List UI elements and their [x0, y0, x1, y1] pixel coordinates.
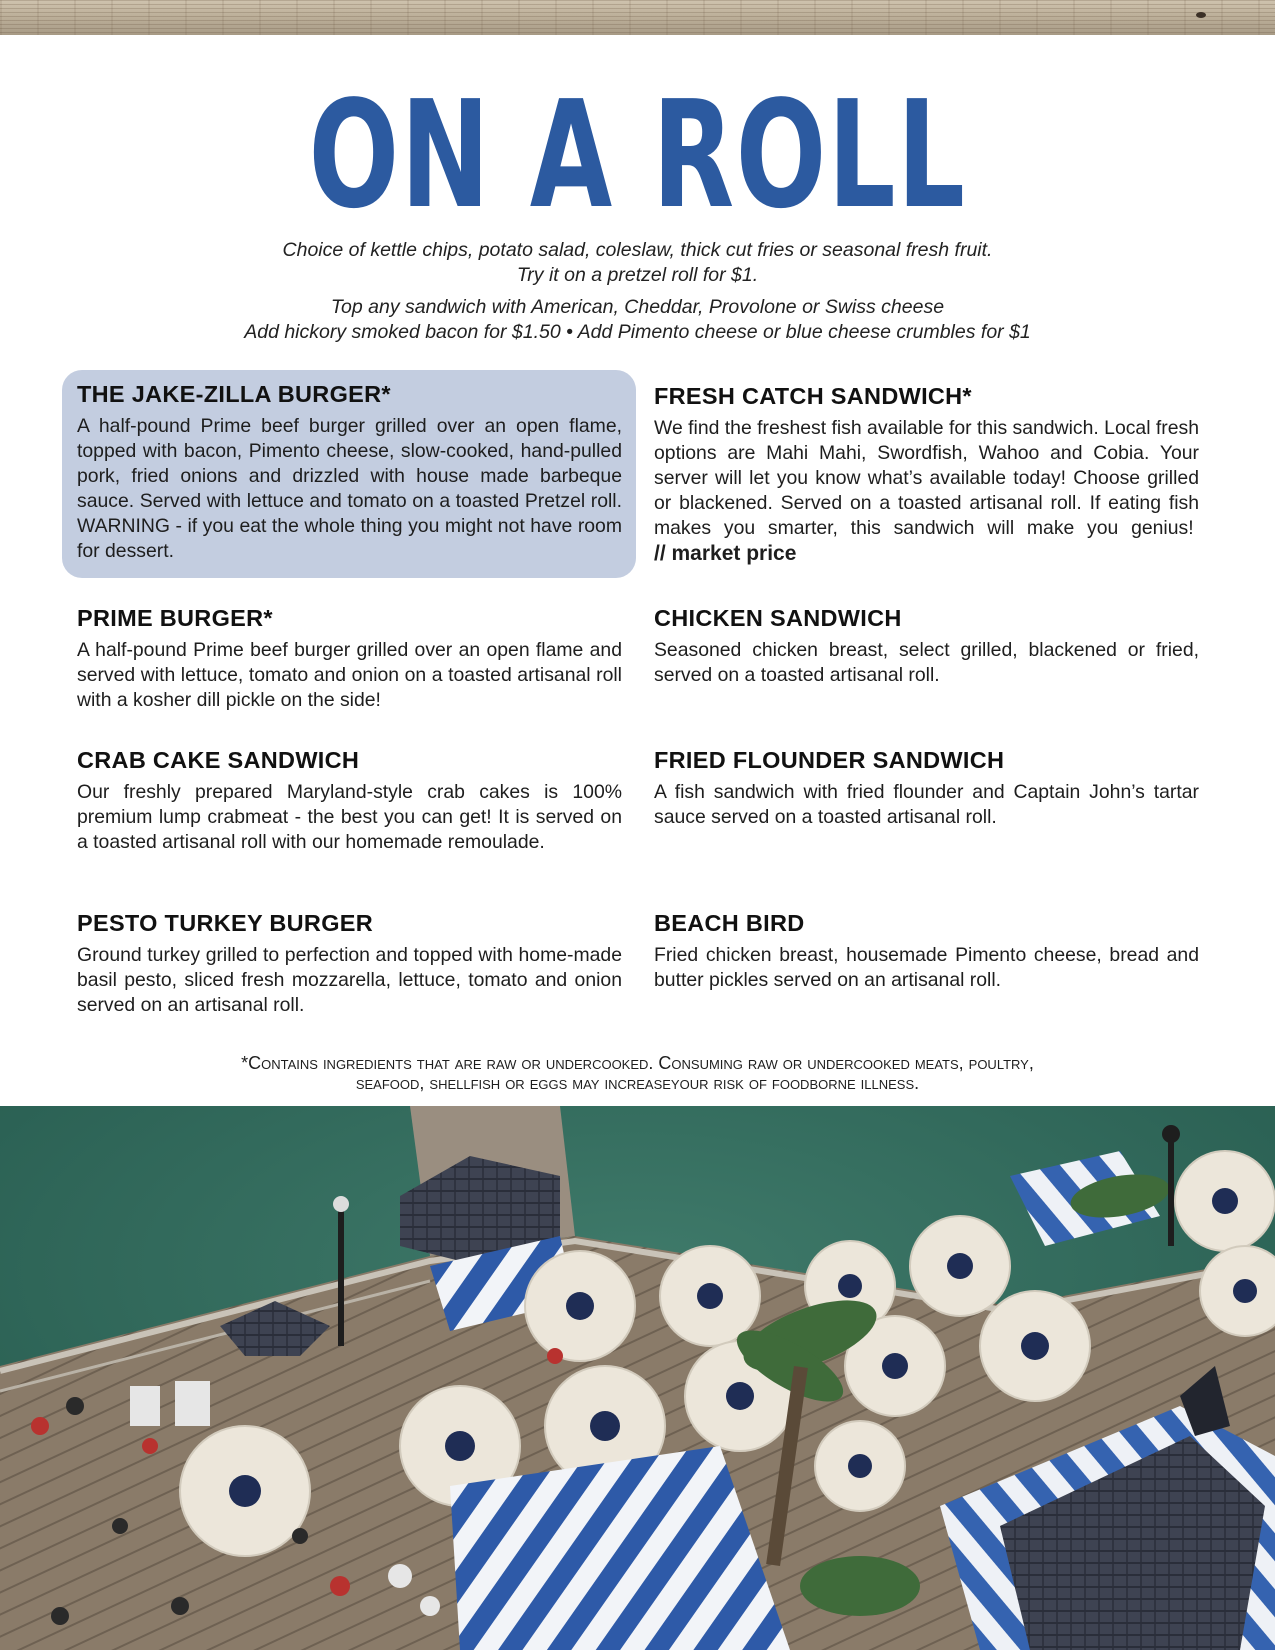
menu-item-chicken-sandwich: [654, 604, 1199, 688]
intro-addons-line: Add hickory smoked bacon for $1.50 • Add Pimento cheese or blue cheese crumbles for $1: [244, 321, 1031, 343]
wood-knot: [1196, 12, 1206, 18]
menu-item-prime-burger: [77, 604, 622, 713]
intro-toppings: [0, 295, 1275, 345]
menu-item-description-text: We find the freshest fish available for this sandwich. Local fresh options are Mahi Mahi, Swordfish, Wahoo and Cobia. Your server will let you know what’s available today! Choose grilled or blackened. Served on a toasted artisanal roll. If eating fish makes you smarter, this sandwich will make you genius!: [654, 417, 1200, 539]
pier-photo-illustration: [0, 1106, 1275, 1650]
menu-item-beach-bird: [654, 909, 1199, 993]
intro-sides-line: Choice of kettle chips, potato salad, coleslaw, thick cut fries or seasonal fresh fruit.: [282, 239, 993, 261]
disclaimer-line-2: seafood, shellfish or eggs may increaseyour risk of foodborne illness.: [355, 1073, 920, 1093]
menu-item-title: BEACH BIRD: [654, 910, 805, 936]
intro-sides: [0, 238, 1275, 288]
menu-item-jake-zilla-burger: [77, 380, 622, 564]
menu-item-title: THE JAKE-ZILLA BURGER*: [77, 381, 391, 407]
menu-item-fresh-catch-sandwich: [654, 382, 1199, 567]
menu-item-price: // market price: [654, 542, 797, 565]
menu-item-title: PRIME BURGER*: [77, 605, 273, 631]
menu-item-title: PESTO TURKEY BURGER: [77, 910, 374, 936]
pier-aerial-photo: [0, 1106, 1275, 1650]
intro-pretzel-line: Try it on a pretzel roll for $1.: [516, 264, 759, 286]
menu-item-description: Ground turkey grilled to perfection and topped with home-made basil pesto, sliced fresh mozzarella, lettuce, tomato and onion served on an artisanal roll.: [77, 944, 622, 1016]
menu-item-title: CHICKEN SANDWICH: [654, 605, 902, 631]
menu-item-description: [654, 416, 1199, 567]
menu-item-description: A fish sandwich with fried flounder and Captain John’s tartar sauce served on a toasted artisanal roll.: [654, 781, 1199, 828]
menu-item-fried-flounder-sandwich: [654, 746, 1199, 830]
menu-item-title: CRAB CAKE SANDWICH: [77, 747, 360, 773]
menu-item-description: Our freshly prepared Maryland-style crab cakes is 100% premium lump crabmeat - the best you can get! It is served on a toasted artisanal roll with our homemade remoulade.: [77, 781, 622, 853]
menu-item-title: FRIED FLOUNDER SANDWICH: [654, 747, 1005, 773]
disclaimer-line-1: *Contains ingredients that are raw or undercooked. Consuming raw or undercooked meats, poultry,: [241, 1053, 1034, 1073]
page-title: ON A ROLL: [308, 69, 967, 241]
raw-food-disclaimer: [0, 1053, 1275, 1093]
menu-item-description: A half-pound Prime beef burger grilled over an open flame, topped with bacon, Pimento cheese, slow-cooked, hand-pulled pork, fried onions and drizzled with house made barbeque sauce. Served with lettuce and tomato on a toasted Pretzel roll. WARNING - if you eat the whole thing you might not have room for dessert.: [77, 415, 622, 562]
menu-item-title: FRESH CATCH SANDWICH*: [654, 383, 972, 409]
wood-header-strip: [0, 0, 1275, 35]
menu-item-description: Seasoned chicken breast, select grilled, blackened or fried, served on a toasted artisanal roll.: [654, 639, 1199, 686]
menu-item-crab-cake-sandwich: [77, 746, 622, 855]
menu-item-pesto-turkey-burger: [77, 909, 622, 1018]
menu-item-description: A half-pound Prime beef burger grilled over an open flame and served with lettuce, tomato and onion on a toasted artisanal roll with a kosher dill pickle on the side!: [77, 639, 622, 711]
intro-cheese-line: Top any sandwich with American, Cheddar, Provolone or Swiss cheese: [330, 296, 945, 318]
menu-item-description: Fried chicken breast, housemade Pimento cheese, bread and butter pickles served on an artisanal roll.: [654, 944, 1199, 991]
